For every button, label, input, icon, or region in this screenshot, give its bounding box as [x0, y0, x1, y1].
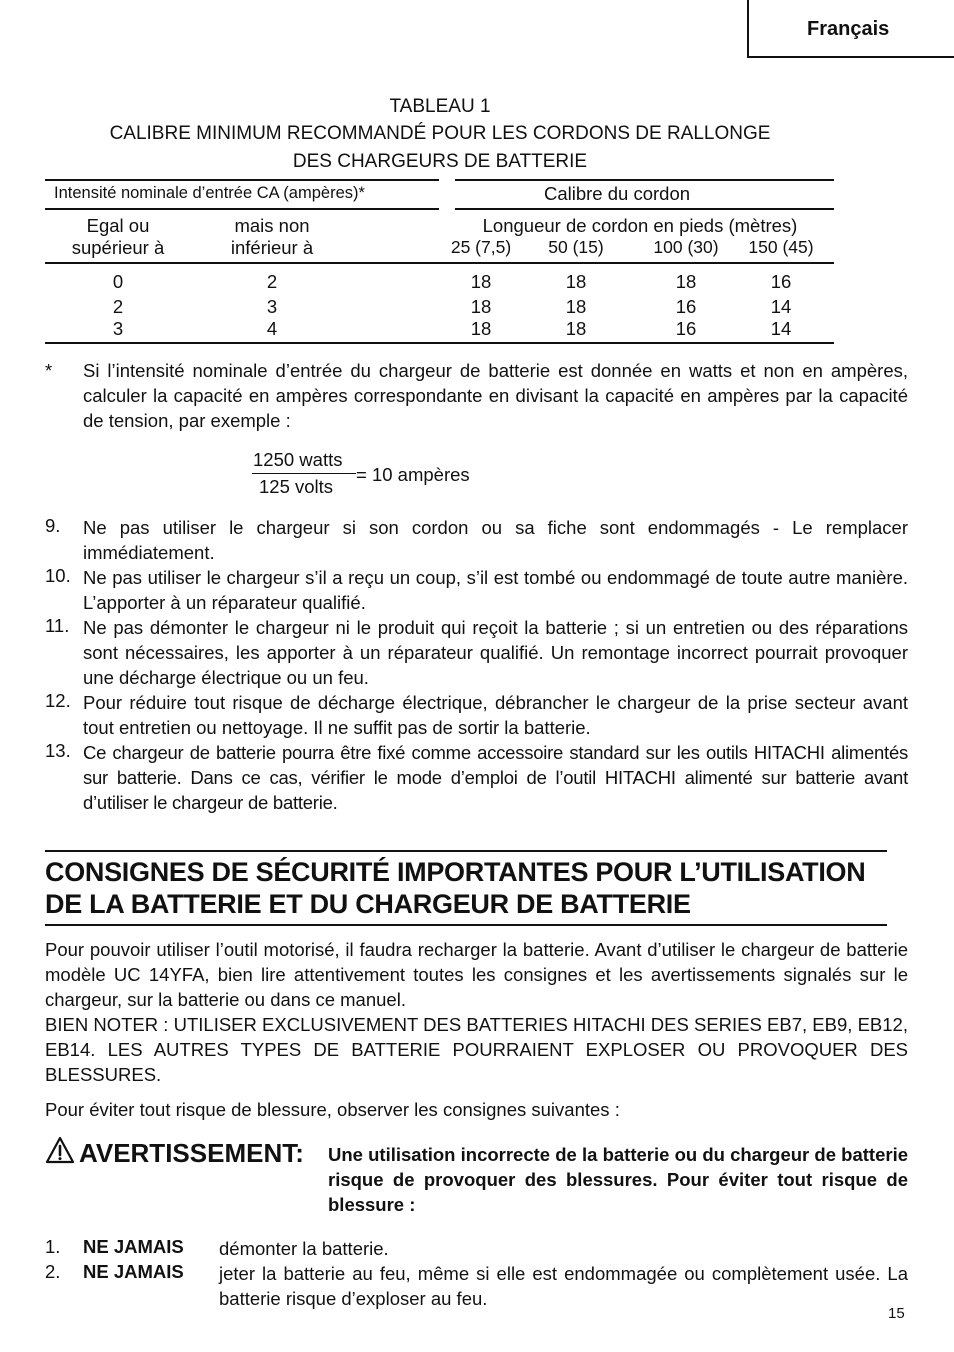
col2-header-line1: mais non — [234, 215, 310, 236]
instruction-line: Pour éviter tout risque de blessure, observer les consignes suivantes : — [45, 1099, 620, 1120]
table-title: TABLEAU 1 — [389, 96, 491, 117]
table-rule-mid-right — [455, 208, 834, 210]
table-rule-top-left — [45, 179, 439, 181]
formula-numerator: 1250 watts — [253, 449, 343, 470]
header-cord-gauge: Calibre du cordon — [543, 183, 691, 204]
language-tab: Français — [747, 0, 954, 58]
formula-denominator: 125 volts — [259, 476, 334, 497]
table-rule-bottom — [45, 342, 834, 344]
heading-rule-top — [45, 850, 887, 852]
footnote-marker: * — [45, 360, 53, 381]
warning-title — [45, 1136, 304, 1171]
section-heading-line1: CONSIGNES DE SÉCURITÉ IMPORTANTES POUR L’UTILISATION — [45, 857, 866, 887]
notice-paragraph: BIEN NOTER : UTILISER EXCLUSIVEMENT DES BATTERIES HITACHI DES SERIES EB7, EB9, EB12, EB14. LES AUTRES TYPES DE BATTERIE POURRAIENT EXPLOSER OU PROVOQUER DES BLESSURES. — [45, 1014, 908, 1085]
length-col-50: 50 (15) — [548, 237, 604, 257]
warning-label: AVERTISSEMENT: — [79, 1138, 304, 1168]
fraction-bar — [252, 473, 356, 474]
table-rule-mid-left — [45, 208, 439, 210]
page-number: 15 — [888, 1305, 905, 1322]
col2-header-line2: inférieur à — [230, 237, 314, 258]
intro-paragraph: Pour pouvoir utiliser l’outil motorisé, il faudra recharger la batterie. Avant d’utiliser le chargeur de batterie modèle UC 14YFA, bien lire attentivement toutes les consignes et les avertissements signalés sur le chargeur, sur la batterie ou dans ce manuel. — [45, 939, 908, 1010]
section-heading-line2: DE LA BATTERIE ET DU CHARGEUR DE BATTERIE — [45, 889, 691, 919]
col1-header-line2: supérieur à — [71, 237, 165, 258]
footnote-text: Si l’intensité nominale d’entrée du chargeur de batterie est donnée en watts et non en ampères, calculer la capacité en ampères correspondante en divisant la capacité en ampères par la capacité de tension, par exemple : — [83, 360, 908, 431]
length-col-25: 25 (7,5) — [450, 237, 512, 257]
warning-text: Une utilisation incorrecte de la batterie ou du chargeur de batterie risque de provoquer des blessures. Pour éviter tout risque de blessure : — [328, 1144, 908, 1215]
table-rule-header-bottom — [45, 262, 834, 264]
length-header: Longueur de cordon en pieds (mètres) — [482, 215, 798, 236]
length-col-100: 100 (30) — [653, 237, 719, 257]
table-subtitle-line1: CALIBRE MINIMUM RECOMMANDÉ POUR LES CORDONS DE RALLONGE — [109, 123, 771, 144]
header-rated-current: Intensité nominale d’entrée CA (ampères)* — [54, 184, 365, 202]
heading-rule-bottom — [45, 924, 887, 926]
table-rule-top-right — [455, 179, 834, 181]
length-col-150: 150 (45) — [748, 237, 814, 257]
warning-triangle-icon — [45, 1136, 75, 1171]
table-subtitle-line2: DES CHARGEURS DE BATTERIE — [292, 151, 588, 172]
col1-header-line1: Egal ou — [86, 215, 150, 236]
formula-result: = 10 ampères — [356, 464, 470, 485]
